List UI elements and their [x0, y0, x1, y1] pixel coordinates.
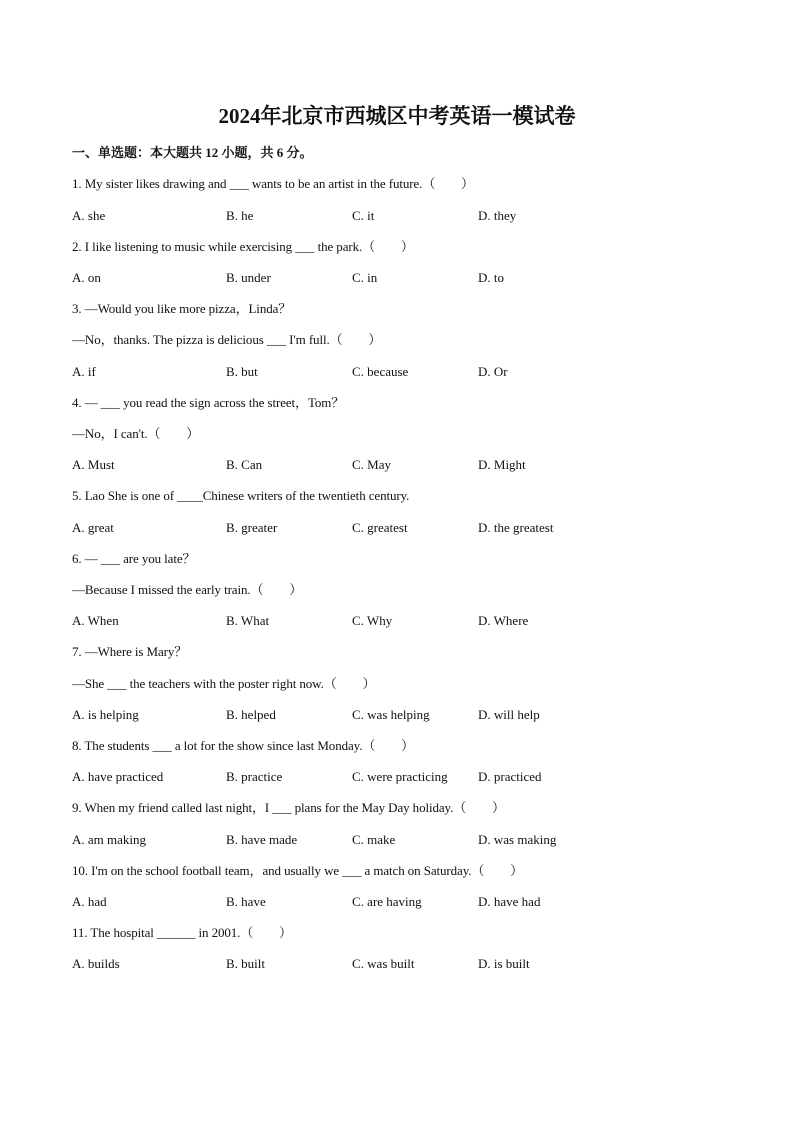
- option-d: D. Might: [478, 457, 526, 472]
- option-c: C. was helping: [352, 707, 430, 722]
- option-d: D. Where: [478, 613, 529, 628]
- option-c: C. Why: [352, 613, 393, 628]
- option-a: A. Must: [72, 457, 115, 472]
- option-d: D. the greatest: [478, 520, 554, 535]
- option-d: D. Or: [478, 364, 508, 379]
- option-b: B. Can: [226, 457, 263, 472]
- question-7-options: [72, 705, 632, 725]
- option-d: D. will help: [478, 707, 540, 722]
- option-a: A. great: [72, 520, 114, 535]
- option-b: B. helped: [226, 707, 276, 722]
- option-b: B. but: [226, 364, 258, 379]
- option-c: C. because: [352, 364, 409, 379]
- option-b: B. What: [226, 613, 270, 628]
- option-d: D. have had: [478, 894, 541, 909]
- option-c: C. was built: [352, 956, 415, 971]
- question-4-stem: 4. — ___ you read the sign across the street，Tom？: [72, 395, 345, 410]
- question-4-stem-line-2: —No，I can't.（ ）: [72, 426, 200, 441]
- option-c: C. were practicing: [352, 769, 448, 784]
- exam-title: 2024年北京市西城区中考英语一模试卷: [218, 104, 576, 128]
- option-c: C. greatest: [352, 520, 408, 535]
- option-b: B. built: [226, 956, 266, 971]
- option-a: A. When: [72, 613, 119, 628]
- question-5-options: [72, 518, 632, 538]
- option-b: B. practice: [226, 769, 283, 784]
- option-c: C. in: [352, 270, 378, 285]
- question-6-stem: 6. — ___ are you late？: [72, 551, 196, 566]
- question-7-stem: 7. —Where is Mary？: [72, 644, 188, 659]
- question-3-options: [72, 362, 632, 382]
- option-c: C. are having: [352, 894, 422, 909]
- option-b: B. have made: [226, 832, 298, 847]
- option-a: A. if: [72, 364, 96, 379]
- section-heading: 一、单选题：本大题共 12 小题，共 6 分。: [72, 145, 313, 160]
- option-a: A. is helping: [72, 707, 139, 722]
- option-d: D. they: [478, 208, 517, 223]
- question-6-options: [72, 611, 632, 631]
- question-2-stem: 2. I like listening to music while exercising ___ the park.（ ）: [72, 239, 414, 254]
- option-c: C. it: [352, 208, 375, 223]
- question-8-stem: 8. The students ___ a lot for the show since last Monday.（ ）: [72, 738, 414, 753]
- question-1-options: [72, 206, 632, 226]
- question-1-stem: 1. My sister likes drawing and ___ wants to be an artist in the future.（ ）: [72, 176, 474, 191]
- question-5-stem: 5. Lao She is one of ____Chinese writers of the twentieth century.: [72, 488, 410, 503]
- question-10-stem: 10. I'm on the school football team，and usually we ___ a match on Saturday.（ ）: [72, 863, 524, 878]
- option-b: B. greater: [226, 520, 278, 535]
- question-4-options: [72, 455, 632, 475]
- option-a: A. have practiced: [72, 769, 164, 784]
- question-9-options: [72, 830, 632, 850]
- option-d: D. was making: [478, 832, 557, 847]
- question-3-stem: 3. —Would you like more pizza，Linda？: [72, 301, 292, 316]
- option-a: A. am making: [72, 832, 147, 847]
- option-d: D. to: [478, 270, 504, 285]
- question-11-options: [72, 954, 632, 974]
- option-c: C. make: [352, 832, 396, 847]
- option-a: A. on: [72, 270, 101, 285]
- option-a: A. she: [72, 208, 106, 223]
- question-10-options: [72, 892, 632, 912]
- question-2-options: [72, 268, 632, 288]
- question-7-stem-line-2: —She ___ the teachers with the poster right now.（ ）: [72, 676, 376, 691]
- question-9-stem: 9. When my friend called last night，I ___ plans for the May Day holiday.（ ）: [72, 800, 505, 815]
- option-d: D. is built: [478, 956, 530, 971]
- question-3-stem-line-2: —No，thanks. The pizza is delicious ___ I'm full.（ ）: [72, 332, 382, 347]
- option-b: B. he: [226, 208, 254, 223]
- question-11-stem: 11. The hospital ______ in 2001.（ ）: [72, 925, 292, 940]
- option-a: A. had: [72, 894, 107, 909]
- option-a: A. builds: [72, 956, 120, 971]
- option-d: D. practiced: [478, 769, 542, 784]
- option-b: B. have: [226, 894, 266, 909]
- option-b: B. under: [226, 270, 271, 285]
- question-6-stem-line-2: —Because I missed the early train.（ ）: [72, 582, 303, 597]
- question-8-options: [72, 767, 632, 787]
- option-c: C. May: [352, 457, 391, 472]
